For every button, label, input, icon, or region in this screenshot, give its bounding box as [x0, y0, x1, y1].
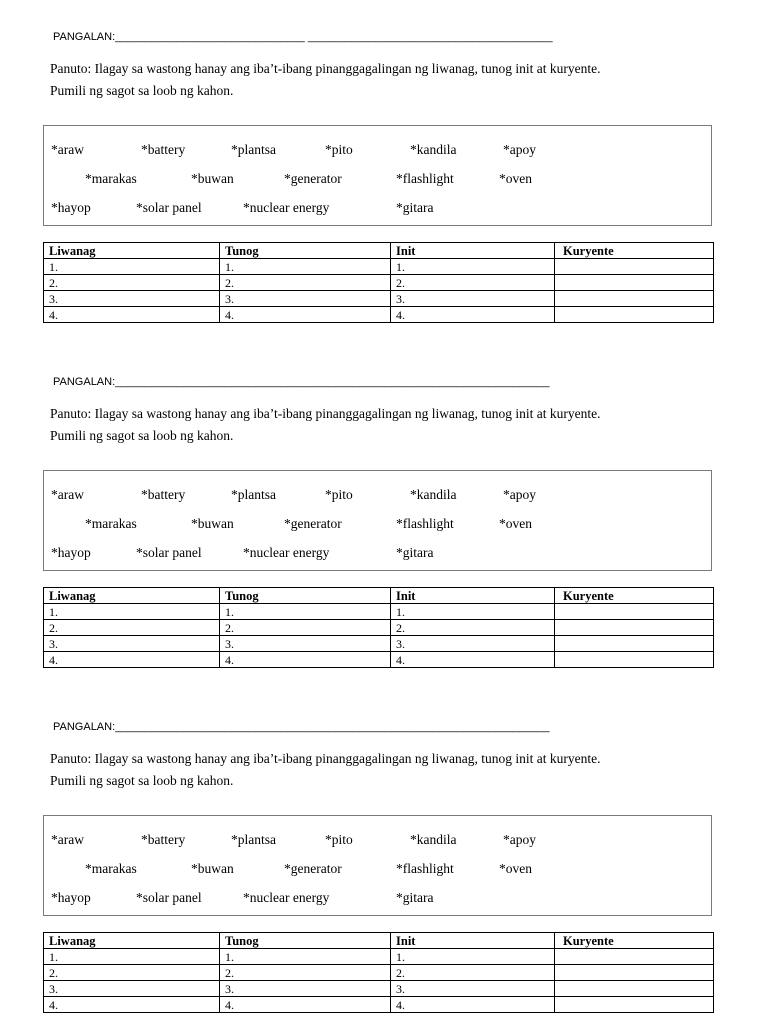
choice-item: *oven	[499, 516, 532, 531]
answer-cell: 3.	[220, 636, 391, 652]
answer-cell: 3.	[44, 291, 220, 307]
choice-item: *gitara	[396, 890, 434, 905]
choice-item: *plantsa	[231, 832, 276, 847]
choice-item: *araw	[51, 832, 84, 847]
choices-box	[43, 470, 712, 571]
choice-item: *apoy	[503, 487, 536, 502]
answer-cell: 3.	[391, 291, 555, 307]
answer-cell: 2.	[220, 620, 391, 636]
choice-item: *solar panel	[136, 200, 202, 215]
name-line	[53, 721, 550, 733]
choices-box	[43, 815, 712, 916]
answer-cell: 4.	[44, 652, 220, 668]
answer-cell: 2.	[391, 620, 555, 636]
column-header: Liwanag	[44, 243, 220, 259]
table-row	[44, 259, 714, 275]
answer-cell: 1.	[44, 259, 220, 275]
answer-cell: 1.	[44, 949, 220, 965]
answer-cell	[555, 307, 714, 323]
instructions	[50, 58, 730, 102]
name-blank: _______________________________ ________________________________________	[115, 31, 553, 43]
choice-item: *gitara	[396, 545, 434, 560]
column-header: Kuryente	[555, 588, 714, 604]
answer-cell: 3.	[44, 981, 220, 997]
choice-item: *plantsa	[231, 142, 276, 157]
column-header: Init	[391, 243, 555, 259]
table-row	[44, 275, 714, 291]
answer-table	[43, 932, 714, 1013]
choices-box	[43, 125, 712, 226]
table-row	[44, 636, 714, 652]
choice-item: *pito	[325, 142, 353, 157]
column-header: Init	[391, 588, 555, 604]
choice-item: *solar panel	[136, 890, 202, 905]
answer-cell: 4.	[220, 652, 391, 668]
column-header: Tunog	[220, 588, 391, 604]
choice-item: *pito	[325, 487, 353, 502]
name-label: PANGALAN:	[53, 31, 116, 43]
answer-cell: 1.	[220, 604, 391, 620]
answer-cell: 1.	[391, 604, 555, 620]
answer-cell: 2.	[44, 620, 220, 636]
column-header: Tunog	[220, 243, 391, 259]
choice-item: *hayop	[51, 545, 91, 560]
choice-item: *nuclear energy	[243, 200, 330, 215]
name-blank: _______________________________________________________________________	[115, 376, 550, 388]
column-header: Kuryente	[555, 243, 714, 259]
table-row	[44, 981, 714, 997]
instructions	[50, 748, 730, 792]
answer-cell	[555, 275, 714, 291]
table-row	[44, 652, 714, 668]
table-row	[44, 997, 714, 1013]
answer-cell: 2.	[44, 965, 220, 981]
answer-cell: 3.	[391, 636, 555, 652]
choice-item: *nuclear energy	[243, 545, 330, 560]
instruction-line: Pumili ng sagot sa loob ng kahon.	[50, 83, 234, 98]
choice-item: *solar panel	[136, 545, 202, 560]
table-row	[44, 291, 714, 307]
column-header: Kuryente	[555, 933, 714, 949]
choice-item: *araw	[51, 487, 84, 502]
answer-cell: 2.	[44, 275, 220, 291]
choice-item: *apoy	[503, 142, 536, 157]
choice-item: *generator	[284, 171, 342, 186]
instruction-line: Pumili ng sagot sa loob ng kahon.	[50, 428, 234, 443]
choice-item: *generator	[284, 861, 342, 876]
column-header: Tunog	[220, 933, 391, 949]
answer-cell	[555, 620, 714, 636]
name-line	[53, 31, 553, 43]
answer-cell	[555, 636, 714, 652]
choice-item: *flashlight	[396, 171, 454, 186]
column-header: Init	[391, 933, 555, 949]
table-row	[44, 620, 714, 636]
choice-item: *kandila	[410, 142, 457, 157]
choice-item: *buwan	[191, 516, 234, 531]
answer-cell: 3.	[391, 981, 555, 997]
table-row	[44, 307, 714, 323]
answer-cell: 2.	[391, 275, 555, 291]
choice-item: *kandila	[410, 832, 457, 847]
choice-item: *marakas	[85, 171, 137, 186]
choice-item: *araw	[51, 142, 84, 157]
instruction-line: Panuto: Ilagay sa wastong hanay ang iba’t-ibang pinanggagalingan ng liwanag, tunog init at kuryente.	[50, 61, 601, 76]
answer-cell: 1.	[44, 604, 220, 620]
table-header-row	[44, 588, 714, 604]
answer-cell	[555, 965, 714, 981]
choice-item: *oven	[499, 171, 532, 186]
choice-item: *marakas	[85, 516, 137, 531]
choice-item: *buwan	[191, 861, 234, 876]
table-row	[44, 965, 714, 981]
choice-item: *hayop	[51, 200, 91, 215]
answer-cell: 2.	[220, 275, 391, 291]
table-header-row	[44, 933, 714, 949]
answer-table	[43, 587, 714, 668]
choice-item: *buwan	[191, 171, 234, 186]
answer-cell: 4.	[220, 997, 391, 1013]
answer-cell	[555, 604, 714, 620]
column-header: Liwanag	[44, 933, 220, 949]
answer-cell	[555, 997, 714, 1013]
table-row	[44, 604, 714, 620]
choice-item: *kandila	[410, 487, 457, 502]
answer-table	[43, 242, 714, 323]
choice-item: *gitara	[396, 200, 434, 215]
answer-cell	[555, 981, 714, 997]
answer-cell: 3.	[220, 291, 391, 307]
instruction-line: Pumili ng sagot sa loob ng kahon.	[50, 773, 234, 788]
choice-item: *nuclear energy	[243, 890, 330, 905]
choice-item: *oven	[499, 861, 532, 876]
worksheet-section	[0, 345, 768, 685]
answer-cell	[555, 291, 714, 307]
answer-cell: 3.	[44, 636, 220, 652]
answer-cell: 2.	[220, 965, 391, 981]
table-row	[44, 949, 714, 965]
name-line	[53, 376, 550, 388]
choice-item: *pito	[325, 832, 353, 847]
answer-cell: 4.	[391, 307, 555, 323]
answer-cell: 4.	[391, 997, 555, 1013]
instructions	[50, 403, 730, 447]
worksheet-section	[0, 0, 768, 340]
choice-item: *battery	[141, 832, 186, 847]
answer-cell: 4.	[220, 307, 391, 323]
answer-cell	[555, 949, 714, 965]
instruction-line: Panuto: Ilagay sa wastong hanay ang iba’t-ibang pinanggagalingan ng liwanag, tunog init at kuryente.	[50, 751, 601, 766]
choice-item: *hayop	[51, 890, 91, 905]
answer-cell: 1.	[391, 949, 555, 965]
choice-item: *battery	[141, 487, 186, 502]
choice-item: *apoy	[503, 832, 536, 847]
choice-item: *plantsa	[231, 487, 276, 502]
answer-cell	[555, 259, 714, 275]
answer-cell: 1.	[391, 259, 555, 275]
choice-item: *battery	[141, 142, 186, 157]
choice-item: *flashlight	[396, 861, 454, 876]
answer-cell: 4.	[391, 652, 555, 668]
choice-item: *flashlight	[396, 516, 454, 531]
answer-cell	[555, 652, 714, 668]
answer-cell: 4.	[44, 307, 220, 323]
instruction-line: Panuto: Ilagay sa wastong hanay ang iba’t-ibang pinanggagalingan ng liwanag, tunog init at kuryente.	[50, 406, 601, 421]
answer-cell: 4.	[44, 997, 220, 1013]
name-label: PANGALAN:	[53, 376, 116, 388]
answer-cell: 1.	[220, 259, 391, 275]
choice-item: *marakas	[85, 861, 137, 876]
table-header-row	[44, 243, 714, 259]
name-blank: _______________________________________________________________________	[115, 721, 550, 733]
column-header: Liwanag	[44, 588, 220, 604]
answer-cell: 3.	[220, 981, 391, 997]
answer-cell: 1.	[220, 949, 391, 965]
name-label: PANGALAN:	[53, 721, 116, 733]
worksheet-section	[0, 690, 768, 1030]
choice-item: *generator	[284, 516, 342, 531]
answer-cell: 2.	[391, 965, 555, 981]
